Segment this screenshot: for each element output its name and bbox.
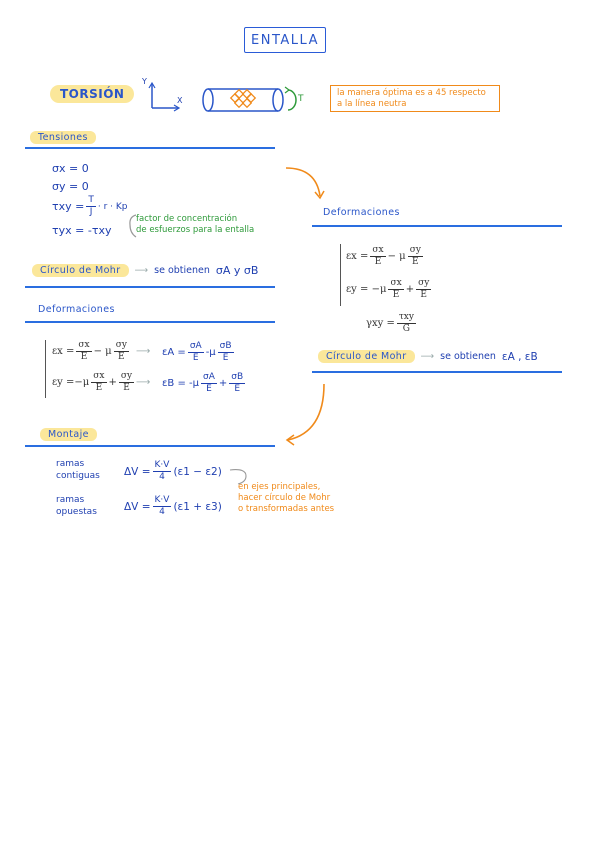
ea-mu: -μ xyxy=(205,347,216,358)
left-eq1-lhs: εx = xyxy=(52,346,75,357)
row1-rest: (ε1 − ε2) xyxy=(173,465,222,478)
left-eq2 xyxy=(52,372,136,393)
axis-x-label: X xyxy=(177,96,183,105)
torsion-note: la manera óptima es a 45 respecto a la línea neutra xyxy=(330,85,500,112)
torsion-label: TORSIÓN xyxy=(50,85,134,103)
row1-num: K·V xyxy=(154,460,170,470)
ea-frac-b xyxy=(218,342,234,363)
deformaciones-left-divider xyxy=(25,321,275,323)
ea-lhs: εA = xyxy=(162,347,186,358)
sigma-y-eq: σy = 0 xyxy=(52,180,89,193)
left-eq1-a-den: E xyxy=(80,352,88,362)
row2-num: K·V xyxy=(154,495,170,505)
right-eq3-lhs: γxy = xyxy=(366,318,395,329)
right-eq1-a-den: E xyxy=(374,257,382,267)
right-eq1-frac-b xyxy=(408,246,423,267)
right-eq2 xyxy=(346,279,433,300)
left-brace xyxy=(45,340,50,398)
mohr-2-divider xyxy=(312,371,562,373)
eb-a-num: σA xyxy=(202,372,215,382)
right-eq2-b-num: σy xyxy=(418,278,430,288)
eb-frac-b xyxy=(229,373,245,394)
right-eq3-den: G xyxy=(402,324,410,334)
page-title: ENTALLA xyxy=(244,27,326,53)
left-eq1-b-den: E xyxy=(118,352,125,362)
right-eq1 xyxy=(346,246,425,267)
tau-yx-eq: τyx = -τxy xyxy=(52,224,112,237)
row1-label-2: contiguas xyxy=(56,470,100,481)
tau-xy-rest: · r · Kp xyxy=(97,201,128,212)
ea-a-den: E xyxy=(192,353,199,363)
eb-plus: + xyxy=(218,378,228,389)
deformaciones-left-heading: Deformaciones xyxy=(38,304,115,315)
tau-xy-fraction xyxy=(86,196,96,217)
mohr-1-prefix: se obtienen xyxy=(154,265,210,276)
torque-label: T xyxy=(298,94,304,104)
tensiones-heading: Tensiones xyxy=(30,131,96,144)
tau-xy-den: J xyxy=(89,207,93,217)
right-eq1-b-den: E xyxy=(412,257,419,267)
row2-den: 4 xyxy=(159,507,165,517)
left-eq1-b-num: σy xyxy=(115,340,127,350)
left-eq1 xyxy=(52,341,131,362)
left-eq2-b-den: E xyxy=(123,383,130,393)
left-eq1-a-num: σx xyxy=(78,340,90,350)
row2-frac xyxy=(153,496,172,517)
ea-a-num: σA xyxy=(189,341,202,351)
curved-arrow-icon xyxy=(282,380,332,446)
delta-v-opuestas-eq xyxy=(124,496,222,517)
eb-lhs: εB = -μ xyxy=(162,378,199,389)
ea-b-den: E xyxy=(222,353,229,363)
right-brace xyxy=(340,244,345,306)
deformaciones-right-divider xyxy=(312,225,562,227)
tensiones-divider xyxy=(25,147,275,149)
deformaciones-right-heading: Deformaciones xyxy=(323,207,400,218)
montaje-note-line3: o transformadas antes xyxy=(238,504,335,515)
axes-icon xyxy=(140,78,190,112)
left-eq1-mu: − μ xyxy=(93,346,112,357)
tau-xy-eq xyxy=(52,196,127,217)
right-eq3-frac xyxy=(397,313,416,334)
epsilon-a-eq xyxy=(162,342,236,363)
mohr-1-label: Círculo de Mohr xyxy=(32,264,129,277)
mohr-2-result: εA , εB xyxy=(501,350,538,363)
delta-v-contiguas-eq xyxy=(124,461,222,482)
kp-note-line2: de esfuerzos para la entalla xyxy=(136,225,255,236)
axis-y-label: Y xyxy=(142,77,147,86)
row1-frac xyxy=(153,461,172,482)
arrow-right-icon: ⟶ xyxy=(136,377,151,388)
left-eq2-b-num: σy xyxy=(120,371,133,381)
ea-frac-a xyxy=(188,342,204,363)
left-eq2-mu: −μ xyxy=(74,377,90,388)
left-eq2-frac-b xyxy=(119,372,134,393)
kp-note xyxy=(136,214,254,237)
left-eq2-lhs: εy = xyxy=(52,377,75,388)
mohr-row-2 xyxy=(318,350,538,363)
curved-arrow-icon xyxy=(282,162,332,204)
row1-den: 4 xyxy=(159,472,165,482)
left-eq2-a-den: E xyxy=(95,383,103,393)
right-eq1-b-num: σy xyxy=(409,245,421,255)
row1-lhs: ΔV = xyxy=(124,465,151,478)
right-eq2-plus: + xyxy=(405,284,415,295)
montaje-divider xyxy=(25,445,275,447)
sigma-x-eq: σx = 0 xyxy=(52,162,89,175)
montaje-note-line1: en ejes principales, xyxy=(238,482,321,492)
row1-label-1: ramas xyxy=(56,459,85,469)
arrow-right-icon: ⟶ xyxy=(136,346,151,357)
left-eq2-plus: + xyxy=(108,377,117,388)
right-eq3-num: τxy xyxy=(398,312,414,322)
row2-rest: (ε1 + ε3) xyxy=(173,500,222,513)
montaje-note xyxy=(238,482,334,515)
right-eq2-a-num: σx xyxy=(390,278,402,288)
right-eq1-a-num: σx xyxy=(372,245,384,255)
ramas-opuestas-label xyxy=(56,495,97,518)
right-eq1-frac-a xyxy=(370,246,385,267)
left-eq2-a-num: σx xyxy=(93,371,105,381)
mohr-2-label: Círculo de Mohr xyxy=(318,350,415,363)
right-eq2-frac-b xyxy=(416,279,431,300)
right-eq2-b-den: E xyxy=(420,290,427,300)
right-eq3 xyxy=(366,313,418,334)
montaje-heading: Montaje xyxy=(40,428,97,441)
kp-note-line1: factor de concentración xyxy=(136,214,238,224)
row2-label-2: opuestas xyxy=(56,506,97,517)
eb-frac-a xyxy=(201,373,217,394)
left-eq1-frac-a xyxy=(76,341,91,362)
mohr-1-result: σA y σB xyxy=(215,264,259,277)
eb-b-den: E xyxy=(234,384,241,394)
right-eq1-mu: − μ xyxy=(387,251,406,262)
eb-a-den: E xyxy=(206,384,212,394)
mohr-1-divider xyxy=(25,286,275,288)
eb-b-num: σB xyxy=(231,372,244,382)
row2-lhs: ΔV = xyxy=(124,500,151,513)
right-eq2-frac-a xyxy=(388,279,403,300)
epsilon-b-eq xyxy=(162,373,247,394)
right-eq1-lhs: εx = xyxy=(346,251,369,262)
tau-xy-num: T xyxy=(88,195,94,205)
ramas-contiguas-label xyxy=(56,459,100,482)
shaft-icon xyxy=(200,86,310,116)
ea-b-num: σB xyxy=(219,341,232,351)
left-eq1-frac-b xyxy=(114,341,129,362)
right-eq2-a-den: E xyxy=(392,290,400,300)
montaje-note-line2: hacer círculo de Mohr xyxy=(238,493,331,504)
left-eq2-frac-a xyxy=(91,372,106,393)
mohr-row-1 xyxy=(32,264,258,277)
right-eq2-lhs: εy = −μ xyxy=(346,284,387,295)
arrow-right-icon: ⟶ xyxy=(420,351,435,362)
arrow-right-icon: ⟶ xyxy=(134,265,149,276)
tau-xy-lhs: τxy = xyxy=(52,200,85,213)
mohr-2-prefix: se obtienen xyxy=(440,351,496,362)
row2-label-1: ramas xyxy=(56,495,85,505)
